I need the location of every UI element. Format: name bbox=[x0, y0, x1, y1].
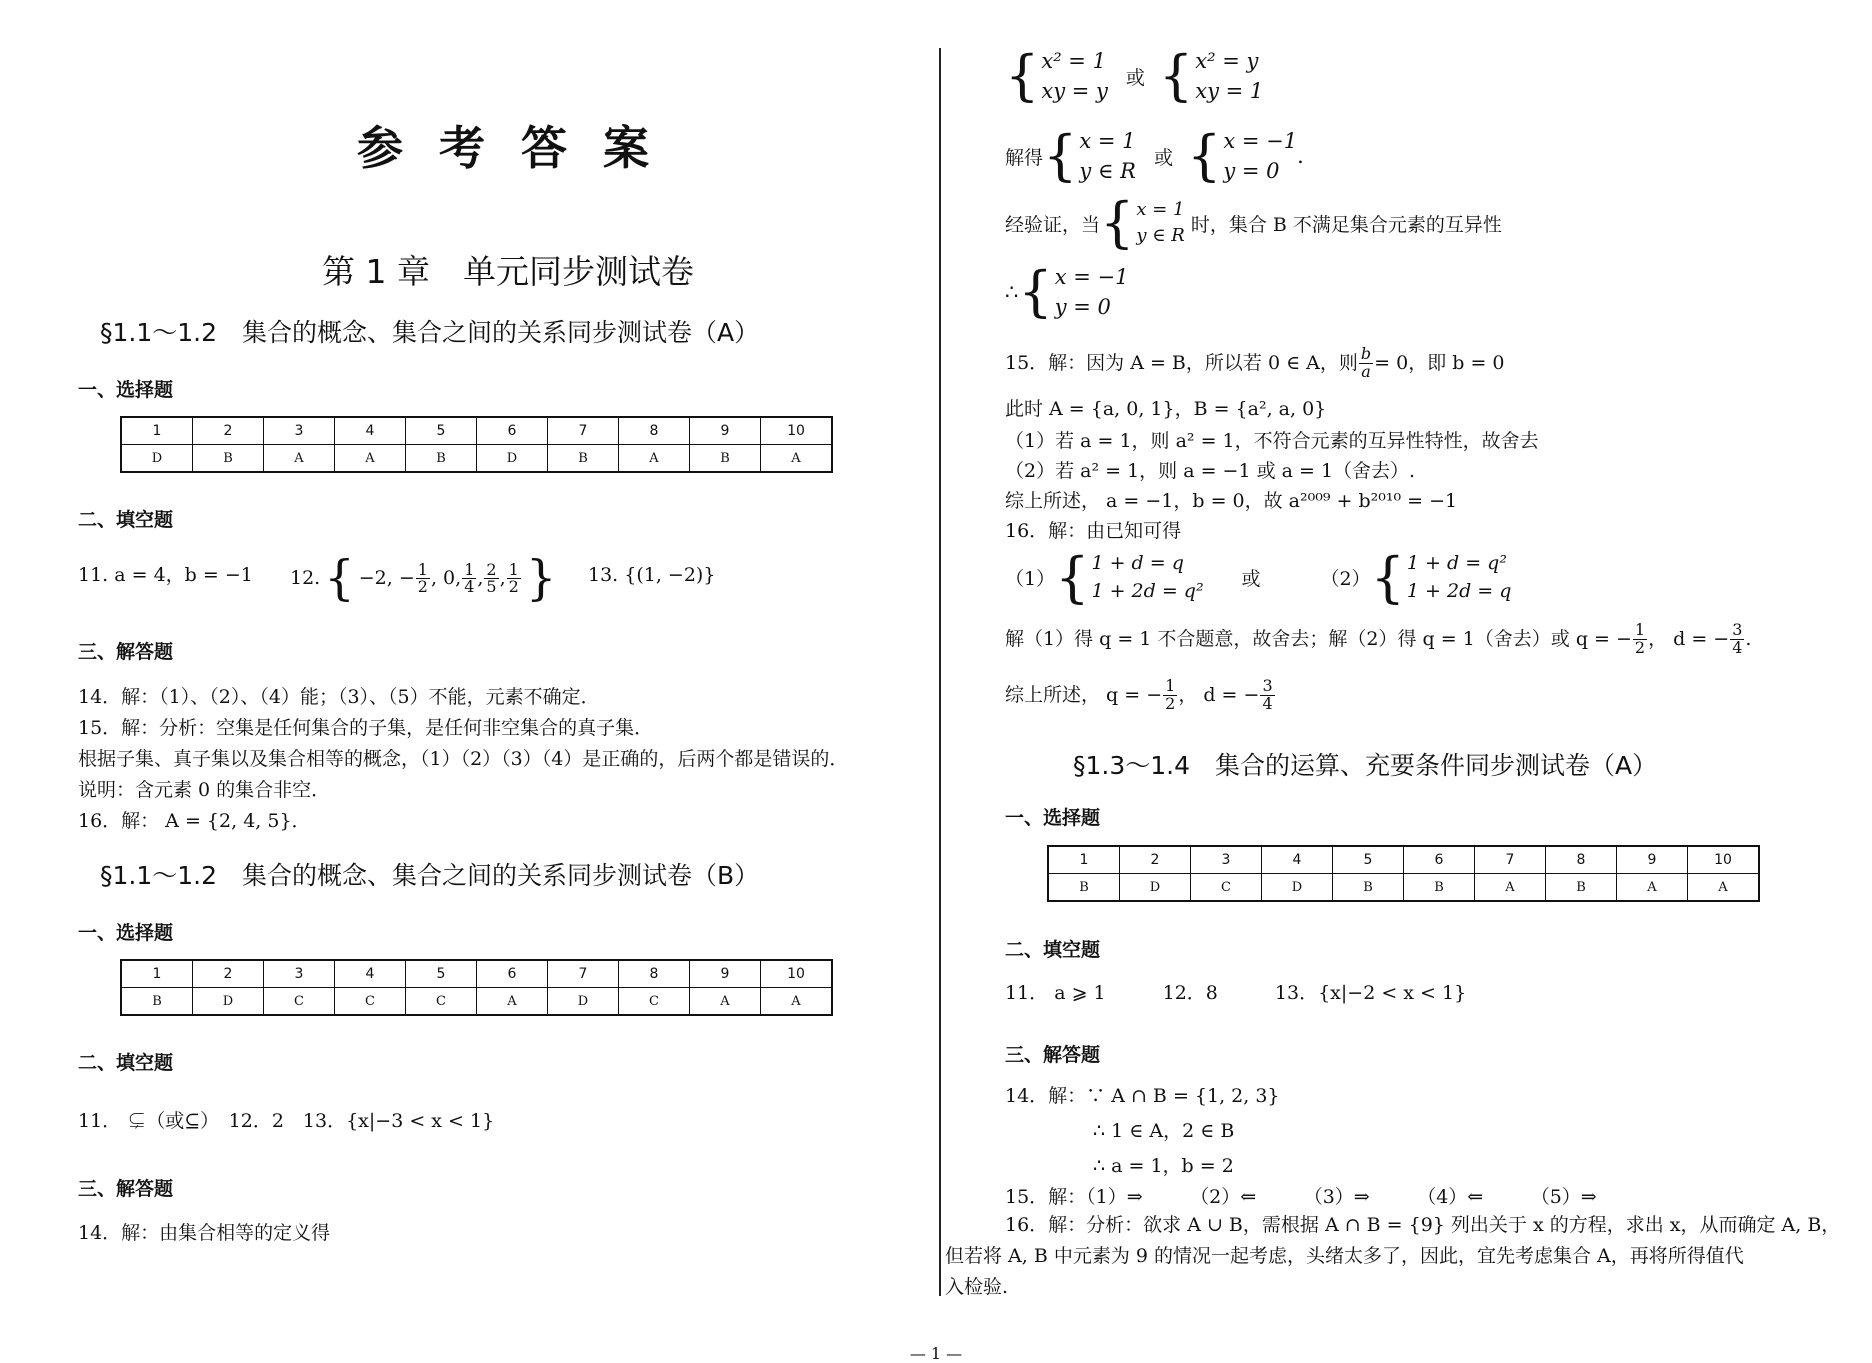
part-choice-b: 一、选择题 bbox=[78, 922, 174, 944]
fill-12-close: } bbox=[525, 550, 557, 606]
table-a-answer-cell: A bbox=[761, 445, 833, 473]
table-c-question-number: 8 bbox=[1546, 846, 1617, 874]
answer-14-c-line2: ∴ 1 ∈ A，2 ∈ B bbox=[1093, 1120, 1235, 1142]
fill-12-mid: , 0, bbox=[430, 567, 462, 590]
table-c-answer-cell: A bbox=[1688, 874, 1760, 902]
eq: 1 + d = q bbox=[1091, 552, 1184, 574]
table-a-answer-cell: A bbox=[264, 445, 335, 473]
table-a-question-number: 8 bbox=[619, 417, 690, 445]
brace: { bbox=[1043, 124, 1078, 188]
frac-3-4 bbox=[1730, 622, 1744, 657]
frac-den: 2 bbox=[1634, 637, 1646, 657]
fill-12-label: 12. bbox=[290, 567, 321, 590]
table-c-answer-cell: B bbox=[1048, 874, 1120, 902]
table-b-answer-cell: C bbox=[406, 988, 477, 1016]
answer-16-c: 16．解：分析：欲求 A ∪ B，需根据 A ∩ B = {9} 列出关于 x 的方程，求出 x，从而确定 A, B， bbox=[1005, 1214, 1841, 1236]
or-text: 或 bbox=[1153, 146, 1173, 169]
table-c-question-number: 4 bbox=[1262, 846, 1333, 874]
frac-1-2b bbox=[507, 559, 521, 597]
table-b-answer-cell: B bbox=[121, 988, 193, 1016]
frac-2-5 bbox=[484, 559, 498, 597]
part-solve-c: 三、解答题 bbox=[1005, 1044, 1101, 1066]
case-2-label: （2） bbox=[1320, 568, 1371, 591]
table-c-question-number: 7 bbox=[1475, 846, 1546, 874]
part-solve-b: 三、解答题 bbox=[78, 1178, 174, 1200]
eq: y ∈ R bbox=[1079, 159, 1136, 184]
table-a-question-number: 2 bbox=[193, 417, 264, 445]
table-a-answer-cell: B bbox=[406, 445, 477, 473]
answer-16-solve-text: 解（1）得 q = 1 不合题意，故舍去；解（2）得 q = 1（舍去）或 q = − bbox=[1005, 627, 1632, 650]
eq: x = −1 bbox=[1054, 265, 1129, 289]
eq: y = 0 bbox=[1054, 295, 1111, 320]
table-a-answer-cell: D bbox=[477, 445, 548, 473]
table-b-answer-cell: C bbox=[264, 988, 335, 1016]
table-b-answer-cell: A bbox=[690, 988, 761, 1016]
period: . bbox=[1297, 144, 1304, 169]
table-c-answer-cell: D bbox=[1262, 874, 1333, 902]
table-c-answer-cell: B bbox=[1333, 874, 1404, 902]
table-a-answer-cell: B bbox=[548, 445, 619, 473]
eq: xy = 1 bbox=[1195, 79, 1264, 104]
frac-num: 2 bbox=[486, 559, 497, 579]
frac-den: 2 bbox=[508, 577, 519, 597]
table-c-question-number: 9 bbox=[1617, 846, 1688, 874]
frac-den: 2 bbox=[1165, 693, 1176, 713]
answer-16-conclusion-mid: ， d = − bbox=[1178, 683, 1260, 706]
frac-num: 1 bbox=[508, 559, 519, 579]
answer-16-conclusion-text: 综上所述， q = − bbox=[1005, 683, 1163, 706]
frac-den: a bbox=[1361, 361, 1371, 381]
table-b-answer-cell: A bbox=[477, 988, 548, 1016]
table-a-question-number: 7 bbox=[548, 417, 619, 445]
answer-16-c-line3: 入检验. bbox=[945, 1276, 1009, 1298]
table-b-question-number: 10 bbox=[761, 960, 833, 988]
table-b-question-number: 2 bbox=[193, 960, 264, 988]
answer-14-c-line3: ∴ a = 1，b = 2 bbox=[1093, 1155, 1234, 1177]
answer-16-solve bbox=[1005, 622, 1751, 657]
case-1-label: （1） bbox=[1005, 568, 1056, 591]
page-number: — 1 — bbox=[909, 1344, 963, 1363]
or-text: 或 bbox=[1241, 568, 1261, 591]
table-a-question-number: 4 bbox=[335, 417, 406, 445]
answer-15-a-line3: 说明：含元素 0 的集合非空． bbox=[78, 779, 331, 801]
table-c-question-number: 6 bbox=[1404, 846, 1475, 874]
solved-label: 解得 bbox=[1005, 146, 1044, 169]
section-title-c: §1.3～1.4 集合的运算、充要条件同步测试卷（A） bbox=[1073, 751, 1658, 780]
frac-den: 4 bbox=[1732, 637, 1743, 657]
fill-12-open: { bbox=[324, 550, 355, 606]
brace: { bbox=[1005, 44, 1040, 108]
table-c-answer-cell: A bbox=[1475, 874, 1546, 902]
frac-num: 3 bbox=[1262, 676, 1273, 695]
answer-16-conclusion bbox=[1005, 678, 1276, 713]
frac-num: 3 bbox=[1732, 620, 1743, 639]
table-c-question-number: 3 bbox=[1191, 846, 1262, 874]
section-title-b: §1.1～1.2 集合的概念、集合之间的关系同步测试卷（B） bbox=[100, 861, 760, 890]
table-a-question-number: 9 bbox=[690, 417, 761, 445]
eq: xy = y bbox=[1041, 79, 1108, 104]
table-a-answer-cell: D bbox=[121, 445, 193, 473]
table-a-question-number: 5 bbox=[406, 417, 477, 445]
fill-11-a: 11. a = 4，b = −1 bbox=[78, 564, 253, 586]
therefore-system bbox=[1005, 262, 1128, 323]
system-1 bbox=[1005, 46, 1263, 107]
answer-15-r-line4: （2）若 a² = 1，则 a = −1 或 a = 1（舍去）. bbox=[1005, 460, 1416, 482]
frac-num: 1 bbox=[464, 559, 475, 579]
table-b-question-number: 5 bbox=[406, 960, 477, 988]
part-choice-a: 一、选择题 bbox=[78, 379, 174, 401]
frac-1-2 bbox=[1633, 622, 1647, 657]
frac-num: 1 bbox=[417, 559, 428, 579]
table-c-question-number: 2 bbox=[1120, 846, 1191, 874]
table-b-answer-cell: D bbox=[548, 988, 619, 1016]
fill-12-a bbox=[290, 550, 556, 608]
answer-15-r-line5: 综上所述， a = −1，b = 0，故 a²⁰⁰⁹ + b²⁰¹⁰ = −1 bbox=[1005, 490, 1458, 512]
verify-line bbox=[1005, 191, 1502, 254]
system-solved bbox=[1005, 126, 1304, 187]
answer-15-r-text: 15．解：因为 A = B，所以若 0 ∈ A，则 bbox=[1005, 351, 1358, 374]
fill-12-sep: , bbox=[477, 567, 484, 590]
fill-c: 11． a ⩾ 1 12．8 13．{x|−2 < x < 1} bbox=[1005, 982, 1467, 1004]
part-fill-c: 二、填空题 bbox=[1005, 939, 1101, 961]
table-c-answer-cell: B bbox=[1546, 874, 1617, 902]
part-choice-c: 一、选择题 bbox=[1005, 807, 1101, 829]
answer-15-r-line2: 此时 A = {a, 0, 1}，B = {a², a, 0} bbox=[1005, 398, 1327, 420]
eq: 1 + d = q² bbox=[1406, 552, 1507, 574]
part-solve-a: 三、解答题 bbox=[78, 641, 174, 663]
table-c-question-number: 10 bbox=[1688, 846, 1760, 874]
table-c-answer-cell: A bbox=[1617, 874, 1688, 902]
or-text: 或 bbox=[1125, 66, 1145, 89]
table-a-question-number: 3 bbox=[264, 417, 335, 445]
table-a-question-number: 10 bbox=[761, 417, 833, 445]
frac-1-2 bbox=[416, 559, 430, 597]
table-b-answer-cell: C bbox=[619, 988, 690, 1016]
table-b-question-number: 9 bbox=[690, 960, 761, 988]
table-c-question-number: 1 bbox=[1048, 846, 1120, 874]
eq: x² = y bbox=[1195, 49, 1259, 73]
brace: { bbox=[1370, 545, 1405, 609]
answer-14-c: 14．解：∵ A ∩ B = {1, 2, 3} bbox=[1005, 1085, 1280, 1107]
table-c-answer-cell: B bbox=[1404, 874, 1475, 902]
brace: { bbox=[1186, 124, 1222, 188]
page-title: 参 考 答 案 bbox=[356, 121, 660, 175]
table-a-question-number: 1 bbox=[121, 417, 193, 445]
answer-15-a-line2: 根据子集、真子集以及集合相等的概念，（1）（2）（3）（4）是正确的，后两个都是错误的． bbox=[78, 748, 849, 770]
eq: x = 1 bbox=[1079, 129, 1136, 153]
table-a-answer-cell: A bbox=[335, 445, 406, 473]
fill-13-a: 13. {(1, −2)} bbox=[588, 564, 716, 586]
table-a-answer-cell: B bbox=[193, 445, 264, 473]
eq: y = 0 bbox=[1223, 159, 1280, 184]
frac-1-4 bbox=[462, 559, 476, 597]
eq: y ∈ R bbox=[1136, 225, 1185, 246]
therefore-symbol: ∴ bbox=[1005, 280, 1019, 305]
eq: 1 + 2d = q bbox=[1406, 579, 1512, 602]
answer-16-r: 16．解：由已知可得 bbox=[1005, 520, 1182, 542]
verify-label: 经验证，当 bbox=[1005, 213, 1101, 236]
table-b-question-number: 7 bbox=[548, 960, 619, 988]
fill-b: 11． ⊊（或⊆） 12．2 13．{x|−3 < x < 1} bbox=[78, 1110, 495, 1132]
frac-3-4 bbox=[1260, 678, 1274, 713]
table-c-answer-cell: D bbox=[1120, 874, 1191, 902]
table-b-answer-cell: D bbox=[193, 988, 264, 1016]
table-b-question-number: 4 bbox=[335, 960, 406, 988]
table-b-answer-cell: A bbox=[761, 988, 833, 1016]
table-c-answer-cell: C bbox=[1191, 874, 1262, 902]
answer-15-a: 15．解：分析：空集是任何集合的子集，是任何非空集合的真子集． bbox=[78, 717, 654, 739]
table-b-question-number: 8 bbox=[619, 960, 690, 988]
eq: x² = 1 bbox=[1041, 49, 1106, 73]
table-a-answer-cell: A bbox=[619, 445, 690, 473]
frac-den: 4 bbox=[464, 577, 475, 597]
answer-14-a: 14．解：（1）、（2）、（4）能；（3）、（5）不能，元素不确定． bbox=[78, 686, 600, 708]
frac-1-2 bbox=[1163, 678, 1177, 713]
answer-16-a: 16．解： A = {2, 4, 5}． bbox=[78, 810, 311, 832]
answer-15-c: 15．解：（1）⇒ （2）⇐ （3）⇒ （4）⇐ （5）⇒ bbox=[1005, 1186, 1597, 1208]
chapter-title: 第 1 章 单元同步测试卷 bbox=[322, 252, 694, 291]
answer-15-r-tail: = 0，即 b = 0 bbox=[1374, 351, 1505, 374]
table-c-question-number: 5 bbox=[1333, 846, 1404, 874]
case-systems bbox=[1005, 545, 1512, 609]
frac-num: 1 bbox=[1165, 676, 1176, 695]
part-fill-a: 二、填空题 bbox=[78, 509, 174, 531]
brace: { bbox=[1100, 191, 1135, 254]
section-title-a: §1.1～1.2 集合的概念、集合之间的关系同步测试卷（A） bbox=[100, 318, 760, 347]
frac-den: 5 bbox=[486, 577, 497, 597]
answer-15-r-line3: （1）若 a = 1，则 a² = 1，不符合元素的互异性特性，故舍去 bbox=[1005, 430, 1539, 452]
answer-table-a bbox=[120, 416, 833, 473]
brace: { bbox=[1158, 44, 1194, 108]
eq: 1 + 2d = q² bbox=[1091, 579, 1204, 602]
table-b-question-number: 6 bbox=[477, 960, 548, 988]
table-b-question-number: 3 bbox=[264, 960, 335, 988]
answer-16-c-line2: 但若将 A, B 中元素为 9 的情况一起考虑，头绪太多了，因此，宜先考虑集合 A，再将所得值代 bbox=[945, 1245, 1744, 1267]
answer-16-solve-mid: ， d = − bbox=[1648, 627, 1730, 650]
period: . bbox=[1745, 627, 1752, 650]
frac-den: 2 bbox=[417, 577, 428, 597]
eq: x = 1 bbox=[1136, 198, 1185, 220]
fill-12-sep: , bbox=[499, 567, 506, 590]
column-divider bbox=[939, 48, 941, 1296]
table-b-answer-cell: C bbox=[335, 988, 406, 1016]
frac-num: b bbox=[1360, 344, 1372, 363]
brace: { bbox=[1055, 545, 1090, 609]
answer-15-r bbox=[1005, 346, 1505, 381]
frac-b-a bbox=[1359, 346, 1373, 381]
frac-num: 1 bbox=[1634, 620, 1646, 639]
table-a-question-number: 6 bbox=[477, 417, 548, 445]
answer-table-b bbox=[120, 959, 833, 1016]
table-a-answer-cell: B bbox=[690, 445, 761, 473]
verify-tail: 时，集合 B 不满足集合元素的互异性 bbox=[1190, 213, 1502, 236]
brace: { bbox=[1018, 260, 1053, 324]
answer-14-b: 14．解：由集合相等的定义得 bbox=[78, 1222, 331, 1244]
fill-12-pre: −2, − bbox=[358, 567, 415, 590]
table-b-question-number: 1 bbox=[121, 960, 193, 988]
answer-table-c bbox=[1047, 845, 1760, 902]
part-fill-b: 二、填空题 bbox=[78, 1052, 174, 1074]
eq: x = −1 bbox=[1223, 129, 1298, 153]
frac-den: 4 bbox=[1262, 693, 1273, 713]
